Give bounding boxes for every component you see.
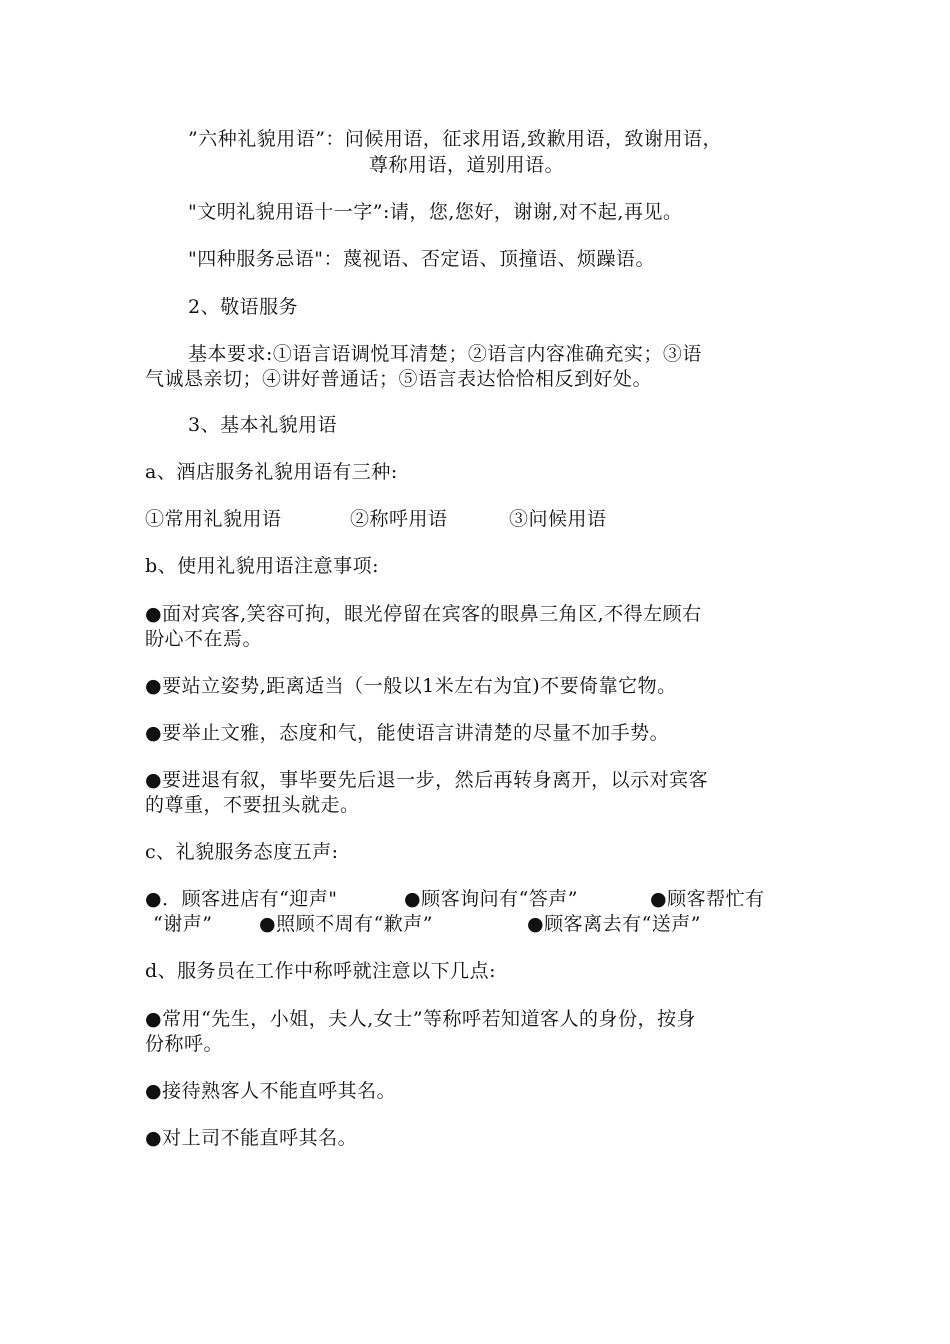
section-heading-2: 2、敬语服务 — [188, 296, 299, 318]
item-d-heading: d、服务员在工作中称呼就注意以下几点: — [145, 960, 497, 982]
eleven-word-courtesy: "文明礼貌用语十一字”:请，您,您好，谢谢,对不起,再见。 — [188, 201, 683, 223]
item-c-voice-1: ●．顾客进店有“迎声" — [145, 888, 338, 910]
item-d-point-1-line2: 份称呼。 — [145, 1033, 224, 1055]
item-c-voice-2: ●顾客询问有“答声” — [404, 888, 579, 910]
item-c-voice-4: ●照顾不周有“歉声” — [259, 913, 434, 935]
item-c-heading: c、礼貌服务态度五声: — [145, 841, 339, 863]
four-taboo-phrases: "四种服务忌语"：蔑视语、否定语、顶撞语、烦躁语。 — [188, 248, 655, 270]
item-c-voice-3: ●顾客帮忙有 — [650, 888, 765, 910]
item-b-point-1-line1: ●面对宾客,笑容可拘，眼光停留在宾客的眼鼻三角区,不得左顾右 — [145, 603, 702, 625]
item-b-point-4-line2: 的尊重，不要扭头就走。 — [145, 794, 360, 816]
item-a-heading: a、酒店服务礼貌用语有三种: — [145, 461, 398, 483]
six-courtesy-terms-line1: ”六种礼貌用语”：问候用语，征求用语,致歉用语，致谢用语， — [188, 128, 722, 150]
item-b-heading: b、使用礼貌用语注意事项: — [145, 555, 380, 577]
item-d-point-3: ●对上司不能直呼其名。 — [145, 1127, 358, 1149]
item-b-point-3: ●要举止文雅，态度和气，能使语言讲清楚的尽量不加手势。 — [145, 722, 670, 744]
item-b-point-4-line1: ●要进退有叙，事毕要先后退一步，然后再转身离开，以示对宾客 — [145, 769, 709, 791]
item-a-option-1: ①常用礼貌用语 — [145, 508, 282, 530]
item-b-point-2: ●要站立姿势,距离适当（一般以1米左右为宜)不要倚靠它物。 — [145, 675, 677, 697]
six-courtesy-terms-line2: 尊称用语，道别用语。 — [369, 154, 565, 176]
item-d-point-1-line1: ●常用“先生，小姐，夫人,女士”等称呼若知道客人的身份，按身 — [145, 1008, 697, 1030]
item-c-voice-3-cont: “谢声” — [153, 913, 213, 935]
basic-requirements-line1: 基本要求:①语言语调悦耳清楚；②语言内容准确充实；③语 — [188, 343, 702, 365]
item-d-point-2: ●接待熟客人不能直呼其名。 — [145, 1080, 397, 1102]
item-a-option-2: ②称呼用语 — [350, 508, 448, 530]
item-b-point-1-line2: 盼心不在焉。 — [145, 628, 263, 650]
section-heading-3: 3、基本礼貌用语 — [188, 414, 338, 436]
basic-requirements-line2: 气诚恳亲切；④讲好普通话；⑤语言表达恰恰相反到好处。 — [145, 368, 653, 390]
item-c-voice-5: ●顾客离去有“送声” — [527, 913, 702, 935]
item-a-option-3: ③问候用语 — [509, 508, 607, 530]
